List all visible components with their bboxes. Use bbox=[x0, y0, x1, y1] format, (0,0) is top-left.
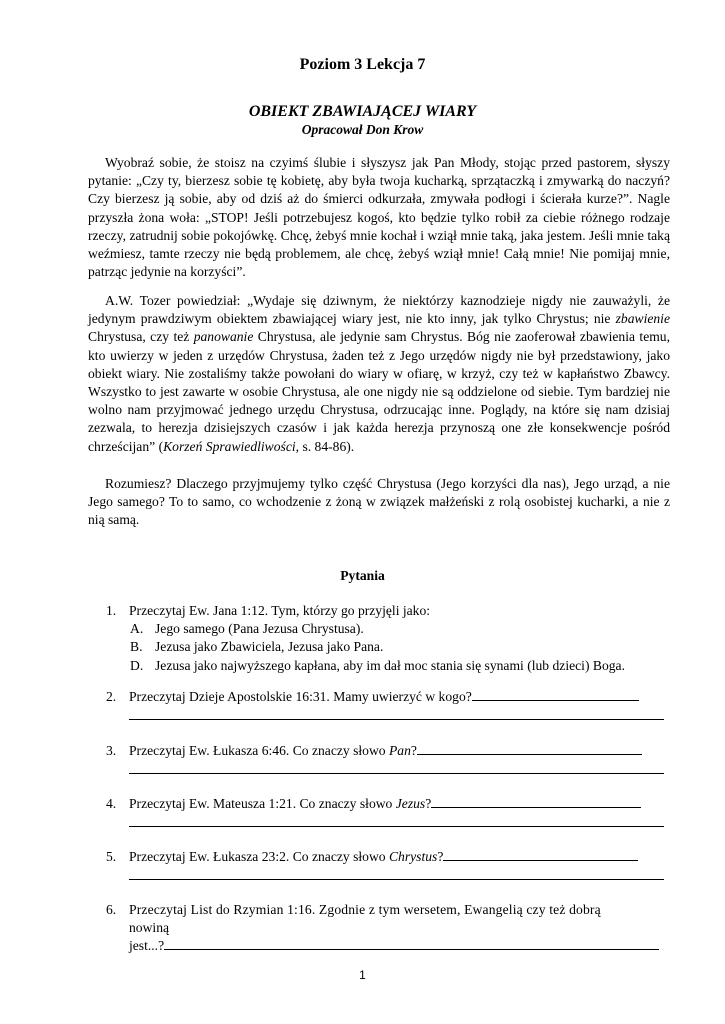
paragraph-text: A.W. Tozer powiedział: „Wydaje się dziwnym, że niektórzy kaznodzieje nigdy nie zauważyli, że jedynym prawdziwym obiektem zbawiającej wiary jest, nie kto inny, jak tylko Chrystus; nie bbox=[88, 293, 670, 327]
option-d bbox=[129, 657, 670, 675]
question-6 bbox=[88, 901, 670, 956]
option-letter: A. bbox=[130, 621, 144, 637]
tozer-quote-paragraph bbox=[88, 292, 670, 456]
intro-paragraph: Wyobraź sobie, że stoisz na czyimś ślubie i słyszysz jak Pan Młody, stojąc przed pastorem, słyszy pytanie: „Czy ty, bierzesz sobie tę kobietę, aby była twoja kucharką, sprzątaczką i zmywarką do naczyń? Czy bierzesz ją sobie, aby od dziś aż do śmierci odkurzała, zmywała podłogi i ścierała kurze?”. Nagle przyszła żona woła: „STOP! Jeśli potrzebujesz kogoś, kto będzie tylko robił za ciebie różnego rodzaje rzeczy, zatrudnij sobie pokojówkę. Chcę, żebyś mnie kochał i wziął mnie taką, jaka jestem. Jeśli mnie taką weźmiesz, tamte rzeczy nie będą problemem, ale chcę, żebyś wziął mnie! Całą mnie! Nie pomijaj mnie, patrząc jedynie na korzyści”. bbox=[88, 155, 670, 280]
question-line bbox=[129, 795, 670, 813]
question-text: ? bbox=[425, 796, 432, 811]
author-line: Opracował Don Krow bbox=[301, 122, 424, 137]
question-line bbox=[129, 937, 670, 955]
option-text: Jego samego (Pana Jezusa Chrystusa). bbox=[155, 621, 364, 637]
key-word: Pan bbox=[388, 743, 411, 758]
lesson-title: Poziom 3 Lekcja 7 bbox=[299, 56, 426, 73]
book-title: Korzeń Sprawiedliwości bbox=[163, 438, 296, 454]
question-text: ? bbox=[410, 743, 417, 758]
question-number: 2. bbox=[106, 689, 117, 704]
question-line bbox=[129, 688, 670, 706]
question-number: 1. bbox=[106, 603, 117, 618]
page-number: 1 bbox=[359, 968, 366, 982]
emphasis-text: zbawienie bbox=[615, 311, 670, 327]
paragraph-text: Chrystusa, czy też bbox=[88, 329, 194, 345]
option-b bbox=[129, 638, 670, 656]
question-number: 5. bbox=[106, 849, 117, 864]
answer-line[interactable] bbox=[129, 813, 664, 827]
answer-blank[interactable] bbox=[472, 688, 639, 701]
option-letter: B. bbox=[130, 639, 143, 655]
question-2 bbox=[88, 688, 670, 720]
question-text: Przeczytaj Ew. Mateusza 1:21. Co znaczy słowo bbox=[129, 796, 396, 811]
question-text: Przeczytaj Dzieje Apostolskie 16:31. Mamy uwierzyć w kogo? bbox=[129, 689, 472, 704]
answer-line[interactable] bbox=[129, 760, 664, 774]
paragraph-text: , s. 84-86). bbox=[295, 438, 355, 454]
emphasis-text: panowanie bbox=[193, 329, 254, 345]
answer-blank[interactable] bbox=[417, 742, 642, 755]
questions-heading: Pytania bbox=[340, 568, 385, 583]
lesson-subtitle: OBIEKT ZBAWIAJĄCEJ WIARY bbox=[248, 103, 477, 120]
answer-line[interactable] bbox=[129, 866, 664, 880]
question-number: 4. bbox=[106, 796, 117, 811]
question-5 bbox=[88, 848, 670, 880]
summary-paragraph: Rozumiesz? Dlaczego przyjmujemy tylko część Chrystusa (Jego korzyści dla nas), Jego urząd, a nie Jego samego? To to samo, co wchodzenie z żoną w związek małżeński z rolą osobistej kucharki, a nie z nią samą. bbox=[88, 476, 670, 528]
question-text: jest...? bbox=[129, 938, 165, 954]
question-line bbox=[129, 848, 670, 866]
question-3 bbox=[88, 742, 670, 774]
question-number: 6. bbox=[106, 902, 117, 917]
option-letter: D. bbox=[130, 657, 144, 673]
question-line bbox=[129, 742, 670, 760]
key-word: Chrystus bbox=[388, 849, 438, 864]
question-text: nowiną bbox=[129, 920, 170, 936]
question-text: Przeczytaj Ew. Łukasza 6:46. Co znaczy słowo bbox=[129, 743, 389, 758]
answer-options bbox=[129, 620, 670, 675]
paragraph-text: Chrystusa, ale jedynie sam Chrystus. Bóg nie zaoferował zbawienia temu, kto uwierzy w jeden z urzędów Chrystusa, żaden też z Jego urzędów nigdy nie był przedstawiony, jako obiekt wiary. Nie zostaliśmy także powołani do wiary w ofiarę, w krzyż, czy też w kapłaństwo Zbawcy. Wszystko to jest zawarte w osobie Chrystusa, ale one nigdy nie są oddzielone od siebie. Tym bardziej nie wolno nam przyjmować jednego urzędu Chrystusa, odrzucając inne. Poglądy, na które się nam dzisiaj zezwala, to herezja dzisiejszych czasów i jak każda herezja przynoszą one złe konsekwencje pośród chrześcijan” ( bbox=[88, 329, 670, 454]
option-text: Jezusa jako najwyższego kapłana, aby im dał moc stania się synami (lub dzieci) Boga. bbox=[155, 657, 625, 673]
question-text: ? bbox=[437, 849, 444, 864]
question-1 bbox=[88, 602, 670, 675]
question-text: Przeczytaj Ew. Jana 1:12. Tym, którzy go przyjęli jako: bbox=[129, 603, 431, 618]
key-word: Jezus bbox=[395, 796, 426, 811]
answer-line[interactable] bbox=[129, 706, 664, 720]
option-a bbox=[129, 620, 670, 638]
answer-blank[interactable] bbox=[164, 937, 659, 950]
answer-blank[interactable] bbox=[431, 795, 641, 808]
answer-blank[interactable] bbox=[443, 848, 638, 861]
question-text: Przeczytaj Ew. Łukasza 23:2. Co znaczy słowo bbox=[129, 849, 389, 864]
question-text: Przeczytaj List do Rzymian 1:16. Zgodnie z tym wersetem, Ewangelią czy też dobrą bbox=[129, 902, 601, 917]
question-number: 3. bbox=[106, 743, 117, 758]
question-4 bbox=[88, 795, 670, 827]
option-text: Jezusa jako Zbawiciela, Jezusa jako Pana. bbox=[155, 639, 384, 655]
